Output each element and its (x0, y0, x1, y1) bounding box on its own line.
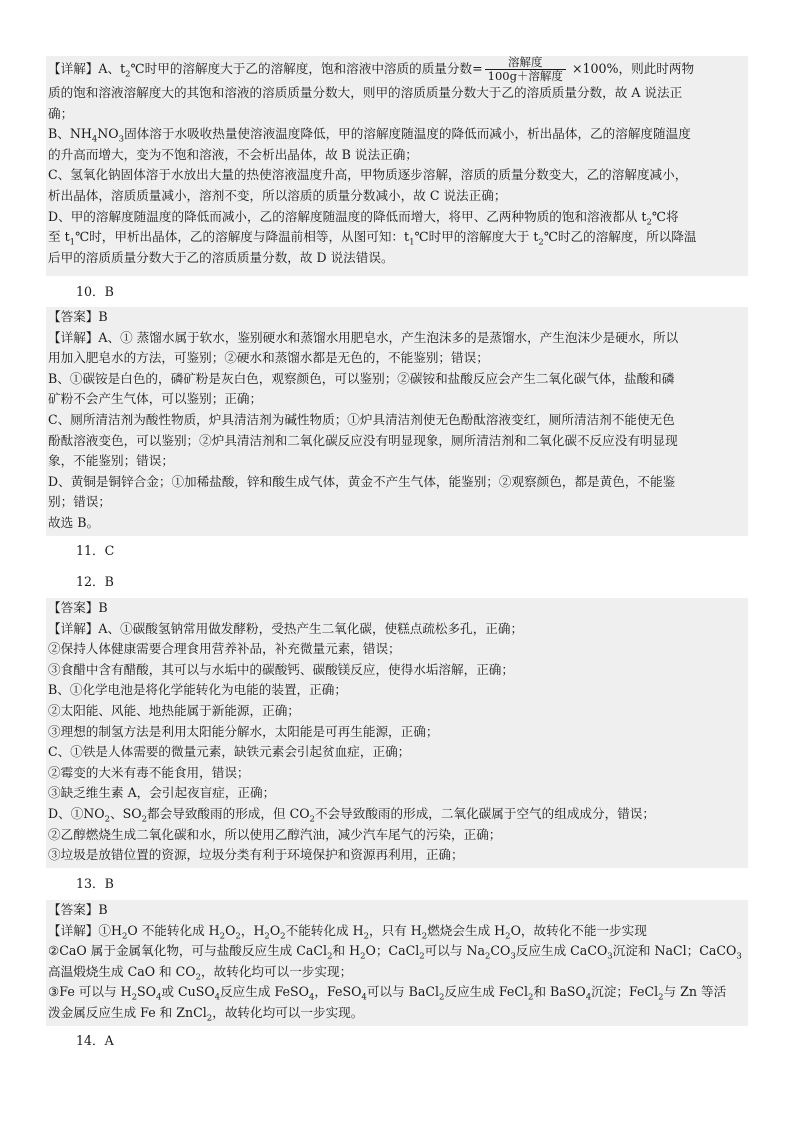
text-line: 【详解】A、① 蒸馏水属于软水，鉴别硬水和蒸馏水用肥皂水，产生泡沫多的是蒸馏水，产生泡沫少是硬水，所以 (48, 329, 679, 345)
text-line: 故选 B。 (48, 514, 100, 530)
text-line: B、$NH_4NO_3$固体溶于水吸收热量使溶液温度降低，甲的溶解度随温度的降低而减小，析出晶体，乙的溶解度随温度 (48, 126, 691, 145)
text-line: D、甲的溶解度随温度的降低而减小，乙的溶解度随温度的降低而增大，将甲、乙两种物质的饱和溶液都从 $t_2℃$将 (48, 208, 679, 228)
text-line: C、氢氧化钠固体溶于水放出大量的热使溶液温度升高，甲物质逐步溶解，溶质的质量分数变大，乙的溶解度减小， (48, 167, 688, 183)
text-line: 别；错误； (48, 494, 111, 510)
text-line: 的升高而增大，变为不饱和溶液，不会析出晶体，故 B 说法正确； (48, 146, 418, 162)
text-line: 确； (48, 105, 74, 121)
text-line: ②CaO 属于金属氧化物，可与盐酸反应生成 CaCl$_2$和 $H_2O$；CaCl$_2$可以与 $Na_2CO_3$反应生成 CaCO$_3$沉淀和 NaCl；CaCO$_3$ (48, 943, 742, 962)
explanation-block-10 (46, 307, 748, 536)
text-line: ③缺乏维生素 A，会引起夜盲症，正确； (48, 785, 276, 801)
text-line: 至 $t_1℃$时，甲析出晶体，乙的溶解度与降温前相等，从图可知：$t_1℃$时甲的溶解度大于 $t_2℃$时乙的溶解度，所以降温 (48, 229, 697, 248)
text-line: ③垃圾是放错位置的资源，垃圾分类有利于环境保护和资源再利用，正确； (48, 847, 464, 863)
explanation-block-9 (46, 56, 748, 276)
text-line: 用加入肥皂水的方法，可鉴别；②硬水和蒸馏水都是无色的，不能鉴别；错误； (48, 350, 489, 366)
text-line: D、黄铜是铜锌合金；①加稀盐酸，锌和酸生成气体，黄金不产生气体，能鉴别；②观察颜色，都是黄色，不能鉴 (48, 473, 676, 489)
explanation-block-13 (46, 900, 748, 1026)
question-number-14: 14．A (76, 1033, 114, 1048)
text-line: 【详解】$①H_2O$ 不能转化成 $H_2O_2$，$H_2O_2$不能转化成 $H_2$，只有 $H_2$燃烧会生成 $H_2O$，故转化不能一步实现 (48, 922, 647, 942)
text-line: ③Fe 可以与 $H_2SO_4$或 CuSO$_4$反应生成 FeSO$_4$，FeSO$_4$可以与 BaCl$_2$反应生成 FeCl$_2$和 BaSO$_4$沉淀；FeCl$_2$与 Zn 等活 (48, 984, 727, 1003)
text-line: 【答案】B (48, 309, 108, 324)
text-line: 【答案】B (48, 600, 108, 615)
text-line: 【详解】A、①碳酸氢钠常用做发酵粉，受热产生二氧化碳，使糕点疏松多孔，正确； (48, 620, 524, 636)
text-line: C、①铁是人体需要的微量元素，缺铁元素会引起贫血症，正确； (48, 744, 411, 760)
question-number-12: 12．B (76, 574, 114, 589)
text-line: C、厕所清洁剂为酸性物质，炉具清洁剂为碱性物质；①炉具清洁剂使无色酚酞溶液变红，厕所清洁剂不能使无色 (48, 411, 675, 427)
text-line: 象，不能鉴别；错误； (48, 453, 174, 469)
explanation-block-12 (46, 598, 748, 868)
text-line: B、①化学电池是将化学能转化为电能的装置，正确； (48, 682, 347, 698)
text-line: 泼金属反应生成 Fe 和 ZnCl$_2$，故转化均可以一步实现。 (48, 1004, 364, 1024)
text-line: ②保持人体健康需要合理食用营养补品，补充微量元素，错误； (48, 641, 401, 657)
text-line: ②乙醇燃烧生成二氧化碳和水，所以使用乙醇汽油，减少汽车尾气的污染，正确； (48, 826, 502, 842)
text-line: 质的饱和溶液溶解度大的其饱和溶液的溶质质量分数大，则甲的溶质质量分数大于乙的溶质质量分数，故 A 说法正 (48, 85, 683, 100)
question-number-10: 10．B (76, 284, 114, 299)
text-line: 后甲的溶质质量分数大于乙的溶质质量分数，故 D 说法错误。 (48, 249, 394, 265)
question-number-13: 13．B (76, 876, 114, 891)
text-line: ③理想的制氢方法是利用太阳能分解水，太阳能是可再生能源，正确； (48, 723, 439, 739)
text-line: D、$①NO_2$、$SO_2$都会导致酸雨的形成，但 $CO_2$不会导致酸雨的形成，二氧化碳属于空气的组成成分，错误； (48, 805, 655, 825)
text-line: 高温煅烧生成 CaO 和 $CO_2$，故转化均可以一步实现； (48, 963, 353, 983)
text-line: 矿粉不会产生气体，可以鉴别；正确； (48, 391, 263, 407)
text-line: ③食醋中含有醋酸，其可以与水垢中的碳酸钙、碳酸镁反应，使得水垢溶解，正确； (48, 661, 514, 677)
text-line: 【答案】B (48, 902, 108, 917)
text-line: 酚酞溶液变色，可以鉴别；②炉具清洁剂和二氧化碳反应没有明显现象，厕所清洁剂和二氧化碳不反应没有明显现 (48, 432, 678, 448)
fraction: $\frac{\text{溶解度}}{\text{100g＋溶解度}}$ (485, 56, 566, 83)
question-number-11: 11．C (76, 543, 115, 558)
text-line: B、①碳铵是白色的，磷矿粉是灰白色，观察颜色，可以鉴别；②碳铵和盐酸反应会产生二氧化碳气体，盐酸和磷 (48, 370, 675, 386)
text-line: 析出晶体，溶质质量减小，溶剂不变，所以溶质的质量分数减小，故 C 说法正确； (48, 187, 507, 203)
text-line: ②太阳能、风能、地热能属于新能源，正确； (48, 702, 300, 718)
text-line: ②霉变的大米有毒不能食用，错误； (48, 764, 250, 780)
text-line: 【详解】A、$t_2℃$时甲的溶解度大于乙的溶解度，饱和溶液中溶质的质量分数= $\frac{\text{溶解度}}{\text{100g＋溶解度}}$ ×100%，则此时两物 (48, 56, 695, 83)
